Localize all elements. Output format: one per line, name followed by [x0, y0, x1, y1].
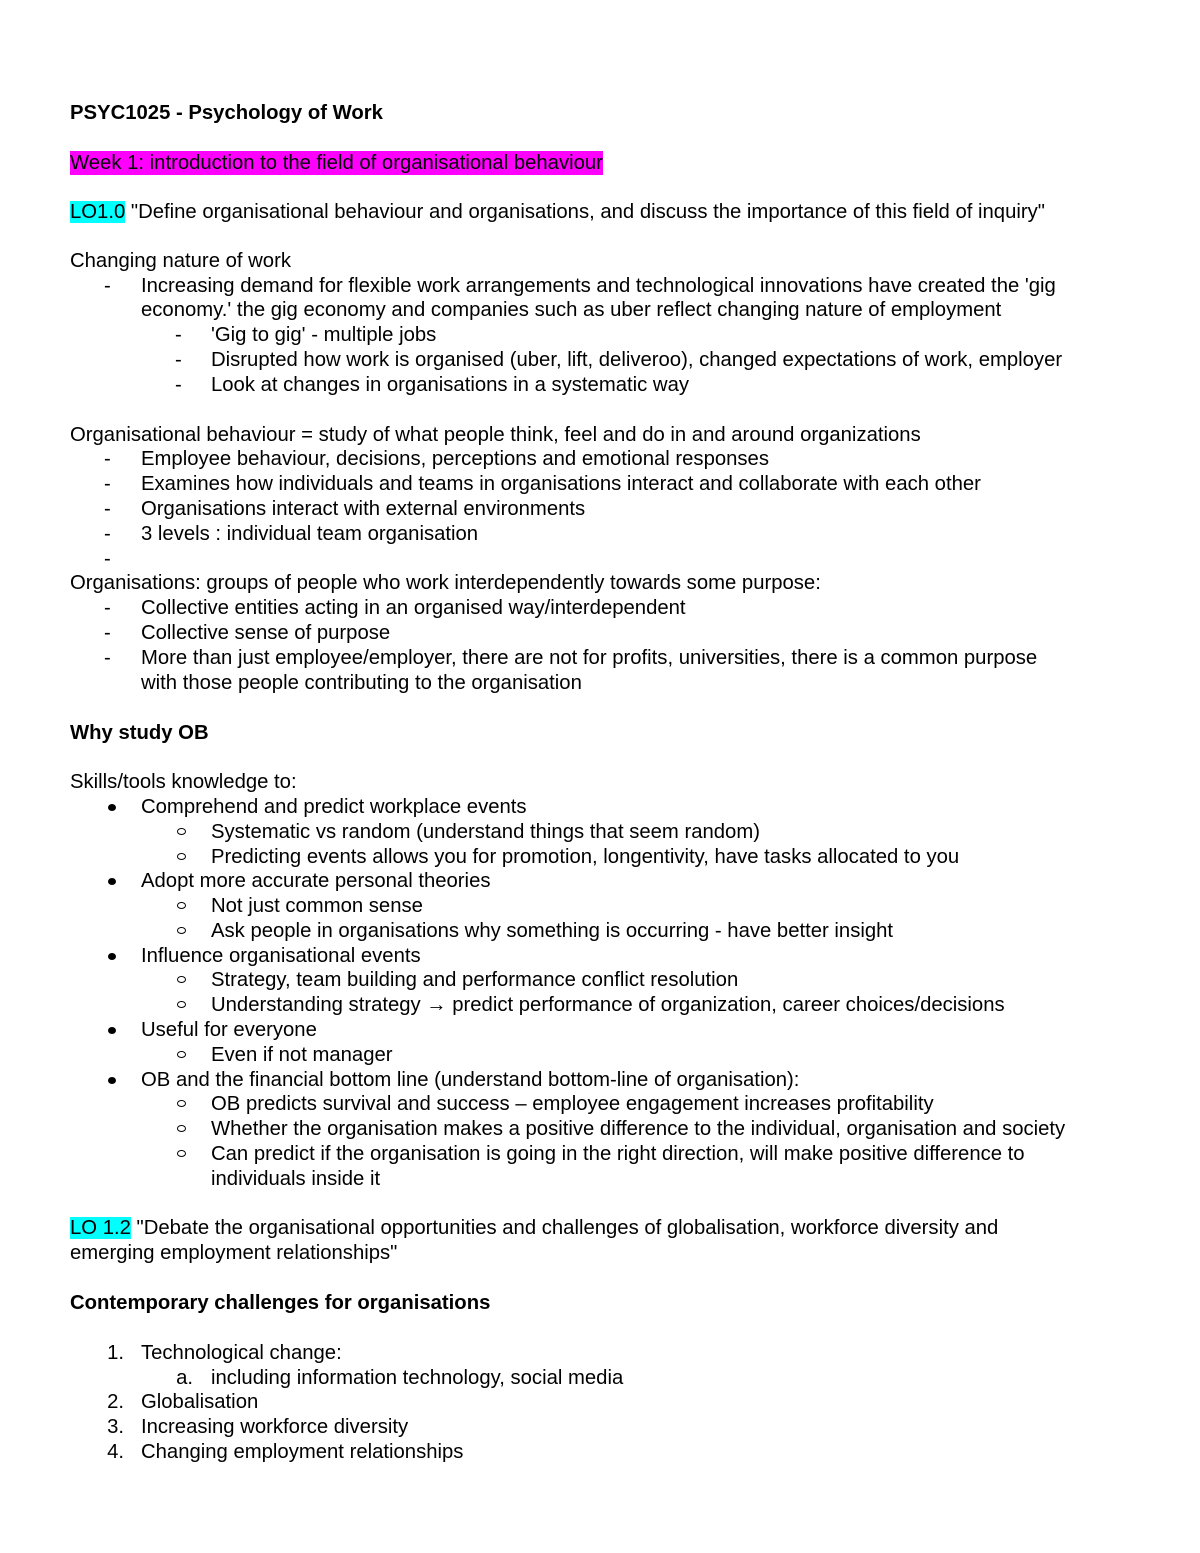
ob-heading: Organisational behaviour = study of what people think, feel and do in and around organizations: [70, 424, 921, 446]
item-number: 4.: [107, 1441, 124, 1463]
bullet-marker: [108, 1027, 116, 1034]
week-heading: Week 1: introduction to the field of organisational behaviour: [70, 152, 603, 174]
lo2-tag: LO 1.2: [70, 1217, 131, 1239]
circle-marker: [177, 1125, 186, 1132]
dash-marker: -: [104, 523, 111, 545]
dash-marker: -: [104, 548, 111, 570]
changing-heading: Changing nature of work: [70, 250, 291, 272]
bullet-marker: [108, 1077, 116, 1084]
dash-marker: -: [104, 473, 111, 495]
dash-marker: -: [104, 448, 111, 470]
circle-marker: [177, 853, 186, 860]
dash-marker: -: [104, 597, 111, 619]
circle-marker: [177, 902, 186, 909]
lo1-text: "Define organisational behaviour and organisations, and discuss the importance of this field of inquiry": [125, 201, 1045, 223]
why-intro: Skills/tools knowledge to:: [70, 771, 297, 793]
dash-marker: -: [104, 498, 111, 520]
bullet-marker: [108, 878, 116, 885]
challenges-heading: Contemporary challenges for organisations: [70, 1292, 491, 1314]
why-heading: Why study OB: [70, 722, 209, 744]
bullet-marker: [108, 804, 116, 811]
bullet-marker: [108, 953, 116, 960]
dash-marker: -: [175, 324, 182, 346]
dash-marker: -: [175, 349, 182, 371]
circle-marker: [177, 1150, 186, 1157]
document-page: PSYC1025 - Psychology of Work Week 1: introduction to the field of organisational behaviour LO1.0 "Define organisational behaviour and organisations, and discuss the importance of this field of inquiry" Changing nature of work - Increasing demand for flexible work arrangements and technological innovations have created the 'gig economy.' the gig economy and companies such as uber reflect changing nature of employment - 'Gig to gig' - multiple jobs - Disrupted how work is organised (uber, lift, deliveroo), changed expectations of work, employer - Look at changes in organisations in a systematic way Organisational behaviour = study of what people think, feel and do in and around organizations - Employee behaviour, decisions, perceptions and emotional responses - Examines how individuals and teams in organisations interact and collaborate with each other - Organisations interact with external environments - 3 levels : individual team organisation - Organisations: groups of people who work interdependently towards some purpose: - Collective entities acting in an organised way/interdependent - Collective sense of purpose - More than just employee/employer, there are not for profits, universities, there is a common purpose with those people contributing to the organisation Why study OB Skills/tools knowledge to: Comprehend and predict workplace events Systematic vs random (understand things that seem random) Predicting events allows you for promotion, longentivity, have tasks allocated to you Adopt more accurate personal theories Not just common sense Ask people in organisations why something is occurring - have better insight Influence organisational events Strategy, team building and performance conflict resolution Understanding strategy → predict performance of organization, career choices/decisions Useful for everyone Even if not manager OB and the financial bottom line (understand bottom-line of organisation): OB predicts survival and success – employee engagement increases profitability Whether the organisation makes a positive difference to the individual, organisation and society Can predict if the organisation is going in the right direction, will make positive difference to individuals inside it LO 1.2 "Debate the organisational opportunities and challenges of globalisation, workforce diversity and emerging employment relationships" Contemporary challenges for organisations 1. Technological change: a. including information technology, social media 2. Globalisation 3. Increasing workforce diversity 4. Changing employment relationships: [70, 102, 1066, 1463]
circle-marker: [177, 1100, 186, 1107]
dash-marker: -: [104, 275, 111, 297]
orgs-heading: Organisations: groups of people who work interdependently towards some purpose:: [70, 572, 821, 594]
doc-title: PSYC1025 - Psychology of Work: [70, 102, 383, 124]
item-letter: a.: [176, 1367, 193, 1389]
item-number: 3.: [107, 1416, 124, 1438]
circle-marker: [177, 976, 186, 983]
circle-marker: [177, 1001, 186, 1008]
item-number: 1.: [107, 1342, 124, 1364]
circle-marker: [177, 927, 186, 934]
dash-marker: -: [104, 647, 111, 669]
lo1-tag: LO1.0: [70, 201, 126, 223]
dash-marker: -: [175, 374, 182, 396]
circle-marker: [177, 828, 186, 835]
dash-marker: -: [104, 622, 111, 644]
item-number: 2.: [107, 1391, 124, 1413]
circle-marker: [177, 1051, 186, 1058]
lo2-text: "Debate the organisational opportunities and challenges of globalisation, workforce diversity and: [130, 1217, 999, 1239]
